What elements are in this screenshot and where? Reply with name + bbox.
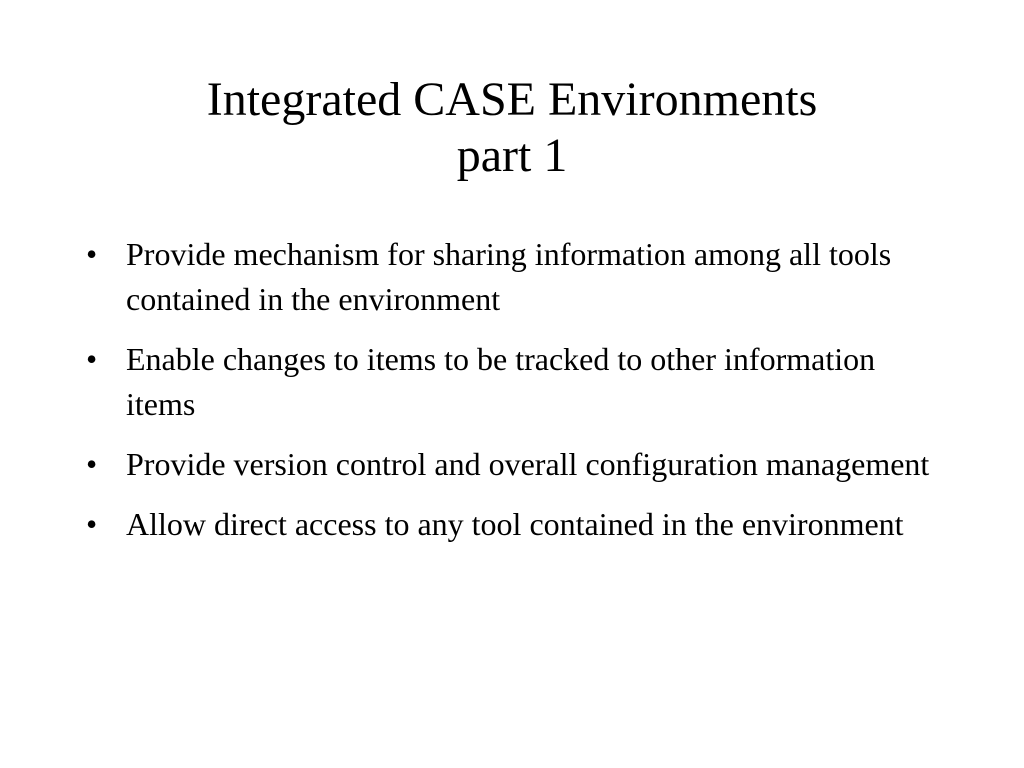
bullet-list — [86, 232, 946, 562]
bullet-item — [86, 337, 946, 427]
bullet-item — [86, 502, 946, 547]
bullet-item — [86, 232, 946, 322]
bullet-icon: • — [86, 506, 98, 542]
bullet-icon: • — [86, 446, 98, 482]
slide-title-line-1: Integrated CASE Environments — [206, 73, 818, 126]
bullet-text: Provide version control and overall configuration management — [126, 446, 930, 482]
bullet-icon: • — [86, 236, 98, 272]
slide-title — [0, 72, 1024, 184]
bullet-text: Enable changes to items to be tracked to other information items — [126, 341, 876, 422]
bullet-item — [86, 442, 946, 487]
bullet-text: Allow direct access to any tool contained in the environment — [126, 506, 904, 542]
bullet-text: Provide mechanism for sharing information among all tools contained in the environment — [126, 236, 892, 317]
bullet-icon: • — [86, 341, 98, 377]
slide-title-line-2: part 1 — [456, 129, 568, 182]
